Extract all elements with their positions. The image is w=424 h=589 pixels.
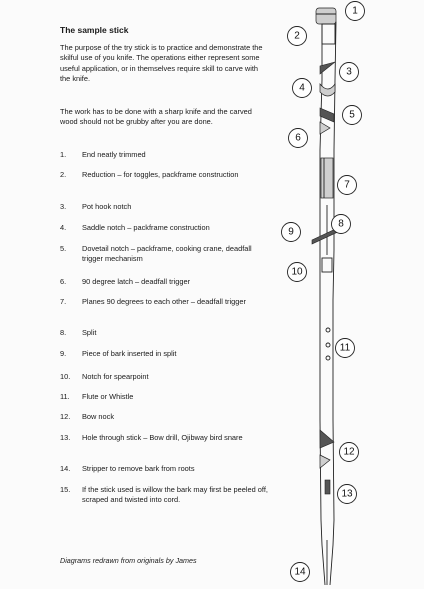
callout-13	[338, 485, 357, 504]
callout-label: 14	[294, 566, 306, 578]
callout-label: 12	[343, 446, 355, 458]
bow-nock	[320, 430, 334, 448]
flute-hole	[326, 328, 330, 332]
callout-label: 7	[344, 179, 350, 191]
item-number: 10.	[60, 372, 71, 381]
item-number: 1.	[60, 150, 67, 159]
item-text: Hole through stick – Bow drill, Ojibway bird snare	[82, 433, 243, 442]
callout-2	[288, 27, 307, 46]
item-text: Split	[82, 328, 97, 337]
item-text: Piece of bark inserted in split	[82, 349, 177, 358]
item-number: 11.	[60, 392, 70, 401]
flat-planes	[321, 158, 333, 198]
item-text: If the stick used is willow the bark may first be peeled off, scraped and twisted into cord.	[82, 485, 268, 505]
reduction	[322, 24, 335, 44]
callout-label: 11	[339, 342, 351, 354]
item-number: 4.	[60, 223, 67, 232]
callout-label: 9	[288, 226, 294, 238]
callout-14	[291, 563, 310, 582]
item-text: End neatly trimmed	[82, 150, 146, 159]
stick-outline	[320, 22, 336, 585]
item-text: Pot hook notch	[82, 202, 132, 211]
note-paragraph: The work has to be done with a sharp knife and the carved wood should not be grubby after you are done.	[60, 107, 252, 127]
callout-11	[336, 339, 355, 358]
item-text: 90 degree latch – deadfall trigger	[82, 277, 191, 286]
callout-9	[282, 223, 301, 242]
item-number: 13.	[60, 433, 71, 442]
item-number: 12.	[60, 412, 71, 421]
callout-label: 4	[299, 82, 305, 94]
drill-hole	[325, 480, 330, 494]
item-number: 8.	[60, 328, 67, 337]
item-text: Bow nock	[82, 412, 115, 421]
callout-12	[340, 443, 359, 462]
intro-paragraph: The purpose of the try stick is to practice and demonstrate the skilful use of you knife. The operations either represent some useful application, or in themselves require skill to carve with the knife.	[60, 43, 263, 84]
callout-4	[293, 79, 312, 98]
trimmed-end	[316, 8, 336, 24]
item-text: Reduction – for toggles, packframe construction	[82, 170, 239, 179]
callout-5	[343, 106, 362, 125]
callout-3	[340, 63, 359, 82]
spear-notch	[322, 258, 332, 272]
diagram-caption: Diagrams redrawn from originals by James	[60, 556, 197, 565]
callout-label: 6	[295, 132, 301, 144]
dovetail-notch	[320, 108, 334, 122]
flute-hole	[326, 356, 330, 360]
callout-label: 5	[349, 109, 355, 121]
item-number: 7.	[60, 297, 67, 306]
flute-hole	[326, 343, 330, 347]
callout-label: 3	[346, 66, 352, 78]
item-text: Planes 90 degrees to each other – deadfall trigger	[82, 297, 246, 306]
item-text: Dovetail notch – packframe, cooking crane, deadfall trigger mechanism	[82, 244, 252, 264]
item-number: 14.	[60, 464, 71, 473]
callout-1	[346, 2, 365, 21]
item-text: Stripper to remove bark from roots	[82, 464, 195, 473]
item-number: 6.	[60, 277, 67, 286]
callout-10	[288, 263, 307, 282]
item-number: 15.	[60, 485, 71, 494]
callout-label: 2	[294, 30, 300, 42]
sample-stick-diagram	[280, 0, 380, 589]
item-number: 5.	[60, 244, 67, 253]
item-number: 9.	[60, 349, 67, 358]
callout-label: 13	[341, 488, 353, 500]
bow-nock-lower	[320, 455, 330, 468]
latch-notch	[320, 122, 330, 134]
item-text: Notch for spearpoint	[82, 372, 149, 381]
callout-8	[332, 215, 351, 234]
item-number: 3.	[60, 202, 67, 211]
item-number: 2.	[60, 170, 67, 179]
item-text: Flute or Whistle	[82, 392, 134, 401]
callout-label: 8	[338, 218, 344, 230]
item-text: Saddle notch – packframe construction	[82, 223, 210, 232]
callout-7	[338, 176, 357, 195]
callout-label: 1	[352, 5, 358, 17]
callout-6	[289, 129, 308, 148]
callout-label: 10	[291, 266, 303, 278]
page-title: The sample stick	[60, 25, 129, 35]
